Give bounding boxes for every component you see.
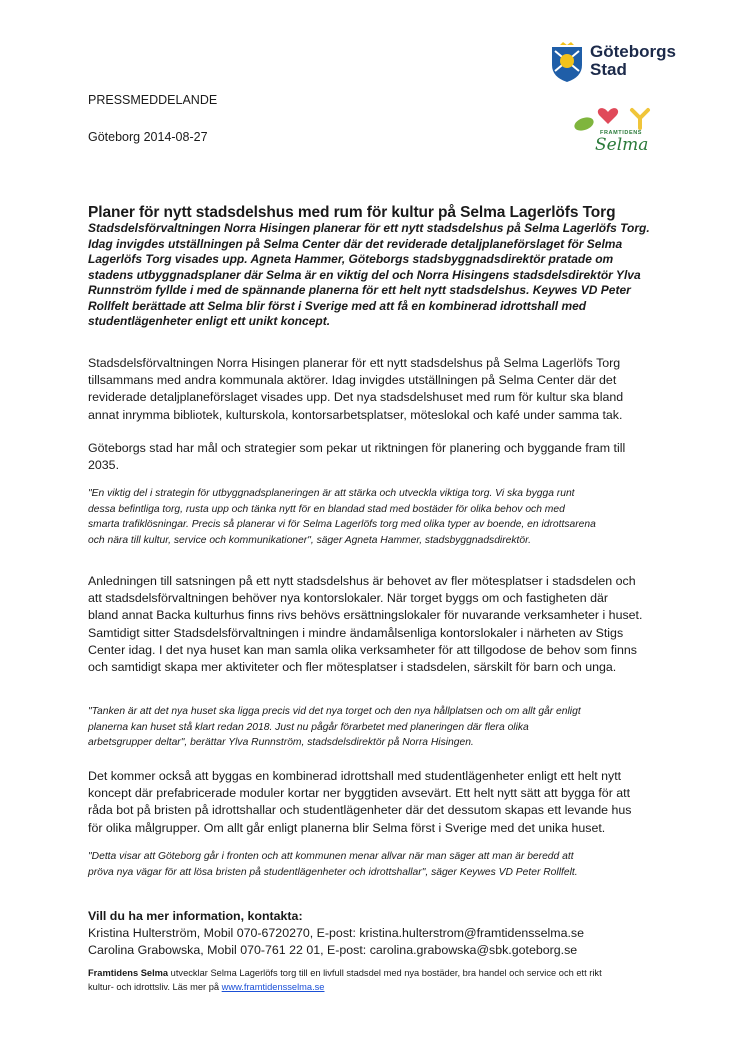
paragraph-line: Center idag. I det nya huset kan man samla olika verksamheter för att tillgodose de behov som finns xyxy=(88,642,637,657)
article-title: Planer för nytt stadsdelshus med rum för kultur på Selma Lagerlöfs Torg xyxy=(88,204,616,221)
selma-logo-big-text: Selma xyxy=(595,135,649,155)
body-paragraph-2 xyxy=(88,440,668,474)
body-paragraph-1 xyxy=(88,355,668,424)
quote-line: planerna kan huset stå klart redan 2018. Just nu pågår förarbetet med planeringen där flera olika xyxy=(88,721,529,733)
paragraph-line: och samtidigt skapa mer aktiviteter och fler mötesplatser i stadsdelen, särskilt för barn och unga. xyxy=(88,660,617,675)
paragraph-line: annat inrymma bibliotek, kulturskola, kontorsarbetsplatser, möteslokal och kafé under samma tak. xyxy=(88,407,623,422)
footer-text-1: utvecklar Selma Lagerlöfs torg till en livfull stadsdel med nya bostäder, bra handel och service och ett rikt xyxy=(168,968,602,978)
date-line: Göteborg 2014-08-27 xyxy=(88,130,208,144)
footer-blurb xyxy=(88,966,673,994)
lead-line: Idag invigdes utställningen på Selma Center där det reviderade detaljplaneförslaget för Selma xyxy=(88,236,623,251)
lead-line: Stadsdelsförvaltningen Norra Hisingen planerar för ett nytt stadsdelshus på Selma Lagerlöfs Torg. xyxy=(88,221,650,235)
quote-line: "En viktig del i strategin för utbyggnadsplaneringen är att stärka och utveckla viktiga torg. Vi ska bygga runt xyxy=(88,488,575,499)
contact-line-2: Carolina Grabowska, Mobil 070-761 22 01, E-post: carolina.grabowska@sbk.goteborg.se xyxy=(88,943,578,957)
body-paragraph-3 xyxy=(88,573,668,676)
lead-line: Lagerlöfs Torg visades upp. Agneta Hammer, Göteborgs stadsbyggnadsdirektör pratade om xyxy=(88,252,614,266)
paragraph-line: 2035. xyxy=(88,458,120,473)
paragraph-line: Göteborgs stad har mål och strategier som pekar ut riktningen för planering och byggande fram till xyxy=(88,441,626,455)
quote-hammer xyxy=(88,486,673,549)
lead-paragraph xyxy=(88,221,663,330)
quote-line: "Tanken är att det nya huset ska ligga precis vid det nya torget och den nya hållplatsen och om allt går enligt xyxy=(88,706,581,717)
paragraph-line: för olika målgrupper. Om allt går enligt planerna blir Selma först i Sverige med det unika huset. xyxy=(88,820,606,835)
goteborgs-stad-wordmark xyxy=(590,43,676,79)
paragraph-line: Det kommer också att byggas en kombinerad idrottshall med studentlägenheter enligt ett helt nytt xyxy=(88,769,622,783)
contact-block xyxy=(88,908,688,959)
quote-line: smarta trafiklösningar. Precis så planerar vi för Selma Lagerlöfs torg med olika typer av boende, en idrottsarena xyxy=(88,519,596,531)
quote-runnstrom xyxy=(88,704,673,751)
goteborg-crest-icon xyxy=(548,41,586,83)
lead-line: studentlägenheter enligt ett unikt koncept. xyxy=(88,314,331,328)
contact-heading: Vill du ha mer information, kontakta: xyxy=(88,909,303,923)
contact-line-1: Kristina Hulterström, Mobil 070-6720270, E-post: kristina.hulterstrom@framtidensselma.se xyxy=(88,926,585,940)
quote-line: "Detta visar att Göteborg går i fronten och att kommunen menar allvar när man säger att man är beredd att xyxy=(88,851,574,862)
quote-line: pröva nya vägar för att lösa bristen på studentlägenheter och idrottshallar", säger Keywes VD Peter Rollfelt. xyxy=(88,866,578,878)
logo-text-line2: Stad xyxy=(590,60,627,79)
paragraph-line: Stadsdelsförvaltningen Norra Hisingen planerar för ett nytt stadsdelshus på Selma Lagerlöfs Torg xyxy=(88,356,621,370)
paragraph-line: Anledningen till satsningen på ett nytt stadsdelshus är behovet av fler mötesplatser i stadsdelen och xyxy=(88,574,636,588)
paragraph-line: Samtidigt sitter Stadsdelsförvaltningen i mindre ändamålsenliga kontorslokaler i närheten av Stigs xyxy=(88,625,624,640)
goteborgs-stad-logo xyxy=(548,41,678,85)
quote-line: och nära till kultur, service och kommunikationer", säger Agneta Hammer, stadsbyggnadsdirektör. xyxy=(88,535,532,547)
footer-website-link[interactable]: www.framtidensselma.se xyxy=(221,982,325,992)
document-type: PRESSMEDDELANDE xyxy=(88,93,218,107)
body-paragraph-4 xyxy=(88,768,668,837)
paragraph-line: koncept där prefabricerade moduler kortar ner byggtiden avsevärt. Ett helt nytt sätt att bygga för att xyxy=(88,786,631,801)
quote-line: arbetsgrupper deltar", berättar Ylva Runnström, stadsdelsdirektör på Norra Hisingen. xyxy=(88,737,474,749)
selma-logo-small-text: FRAMTIDENS xyxy=(600,130,643,136)
paragraph-line: tillsammans med andra kommunala aktörer. Idag invigdes utställningen på Selma Center där det xyxy=(88,373,617,388)
quote-rollfelt xyxy=(88,849,673,880)
paragraph-line: reviderade detaljplaneförslaget visades upp. Det nya stadsdelshuset med rum för kultur ska bland xyxy=(88,390,624,405)
lead-line: Rollfelt berättade att Selma blir först i Sverige med att få en kombinerad idrottshall med xyxy=(88,298,587,313)
quote-line: dessa befintliga torg, rusta upp och tänka nytt för en blandad stad med bostäder för olika behov och med xyxy=(88,503,565,515)
paragraph-line: bland annat Backa kulturhus finns rivs behövs ersättningslokaler för nuvarande verksamheter i huset. xyxy=(88,608,643,623)
paragraph-line: råda bot på bristen på idrottshallar och studentlägenheter där det dessutom skapas ett levande hus xyxy=(88,803,632,818)
framtidens-selma-logo xyxy=(570,104,660,160)
paragraph-line: att stadsdelsförvaltningen behöver nya kontorslokaler. När torget byggs om och fastigheten där xyxy=(88,591,609,606)
logo-text-line1: Göteborgs xyxy=(590,42,676,61)
footer-brand: Framtidens Selma xyxy=(88,968,169,978)
lead-line: Runnström fyllde i med de spännande planerna för ett helt nytt stadsdelshus. Keywes VD Peter xyxy=(88,283,631,297)
lead-line: stadens utbyggnadsplaner där Selma är en viktig del och Norra Hisingens stadsdelsdirektör Ylva xyxy=(88,267,641,282)
footer-text-2: kultur- och idrottsliv. Läs mer på xyxy=(88,982,222,992)
